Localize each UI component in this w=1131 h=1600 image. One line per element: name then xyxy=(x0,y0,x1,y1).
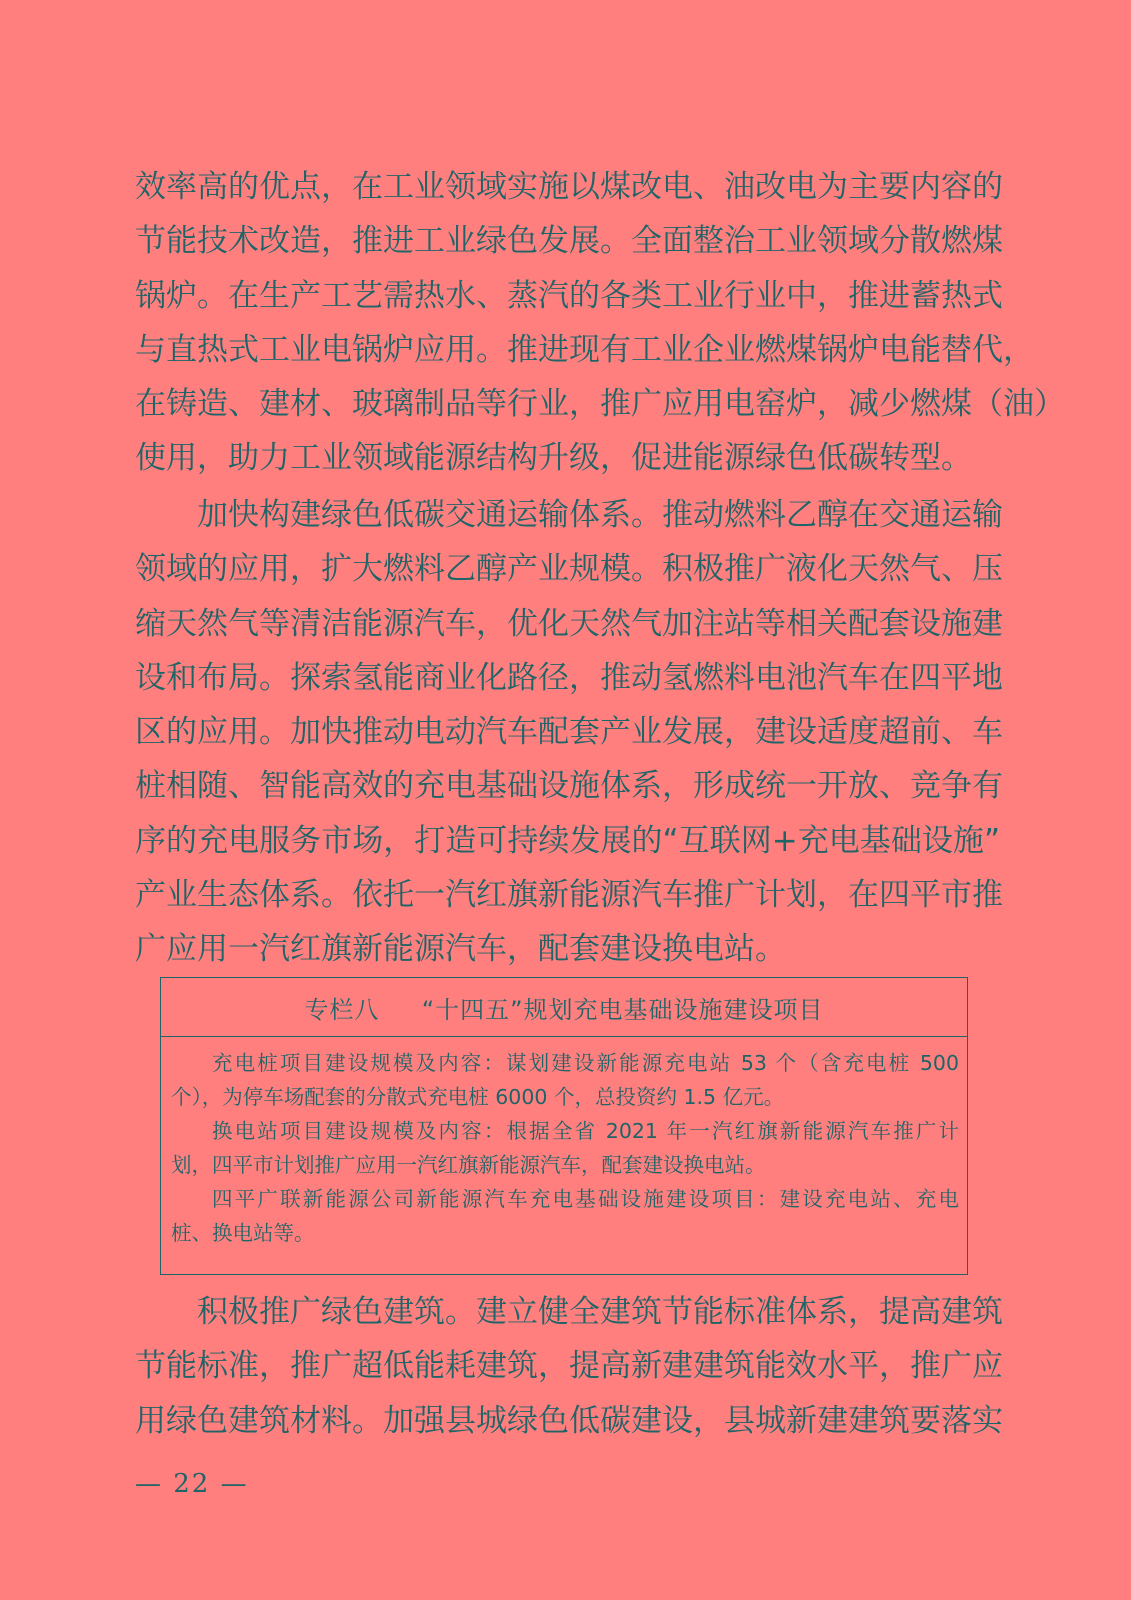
text-line: 在铸造、建材、玻璃制品等行业，推广应用电窑炉，减少燃煤（油） xyxy=(135,386,1065,423)
column-box xyxy=(160,977,968,1275)
column-line: 充电桩项目建设规模及内容：谋划建设新能源充电站 53 个（含充电桩 500 xyxy=(212,1051,959,1075)
text-line: 用绿色建筑材料。加强县城绿色低碳建设，县城新建建筑要落实 xyxy=(135,1402,1003,1439)
column-body xyxy=(171,1046,959,1250)
text-line: 产业生态体系。依托一汽红旗新能源汽车推广计划，在四平市推 xyxy=(135,877,1003,914)
text-line: 加快构建绿色低碳交通运输体系。推动燃料乙醇在交通运输 xyxy=(135,497,1003,533)
paragraph-industry xyxy=(135,160,1065,486)
paragraph-building xyxy=(135,1285,1003,1448)
column-line: 划，四平市计划推广应用一汽红旗新能源汽车，配套建设换电站。 xyxy=(171,1153,766,1177)
column-line: 个），为停车场配套的分散式充电桩 6000 个，总投资约 1.5 亿元。 xyxy=(171,1085,785,1109)
text-line: 积极推广绿色建筑。建立健全建筑节能标准体系，提高建筑 xyxy=(135,1294,1003,1330)
text-line: 设和布局。探索氢能商业化路径，推动氢燃料电池汽车在四平地 xyxy=(135,659,1003,696)
text-line: 序的充电服务市场，打造可持续发展的“互联网+充电基础设施” xyxy=(135,822,1000,859)
column-title xyxy=(161,978,967,1037)
column-title-text: 专栏八 “十四五”规划充电基础设施建设项目 xyxy=(304,995,824,1024)
text-line: 缩天然气等清洁能源汽车，优化天然气加注站等相关配套设施建 xyxy=(135,605,1003,642)
text-line: 桩相随、智能高效的充电基础设施体系，形成统一开放、竞争有 xyxy=(135,768,1003,805)
text-line: 使用，助力工业领域能源结构升级，促进能源绿色低碳转型。 xyxy=(135,440,972,477)
page-number: — 22 — xyxy=(135,1469,249,1499)
text-line: 节能技术改造，推进工业绿色发展。全面整治工业领域分散燃煤 xyxy=(135,223,1003,260)
column-line: 桩、换电站等。 xyxy=(171,1221,315,1245)
text-line: 广应用一汽红旗新能源汽车，配套建设换电站。 xyxy=(135,931,786,968)
column-line: 四平广联新能源公司新能源汽车充电基础设施建设项目：建设充电站、充电 xyxy=(212,1187,959,1211)
text-line: 节能标准，推广超低能耗建筑，提高新建建筑能效水平，推广应 xyxy=(135,1348,1003,1385)
column-line: 换电站项目建设规模及内容：根据全省 2021 年一汽红旗新能源汽车推广计 xyxy=(212,1119,959,1143)
text-line: 与直热式工业电锅炉应用。推进现有工业企业燃煤锅炉电能替代， xyxy=(135,331,1034,368)
text-line: 领域的应用，扩大燃料乙醇产业规模。积极推广液化天然气、压 xyxy=(135,551,1003,588)
text-line: 锅炉。在生产工艺需热水、蒸汽的各类工业行业中，推进蓄热式 xyxy=(135,277,1003,314)
text-line: 区的应用。加快推动电动汽车配套产业发展，建设适度超前、车 xyxy=(135,714,1003,751)
text-line: 效率高的优点，在工业领域实施以煤改电、油改电为主要内容的 xyxy=(135,169,1003,205)
paragraph-transport xyxy=(135,488,1003,977)
